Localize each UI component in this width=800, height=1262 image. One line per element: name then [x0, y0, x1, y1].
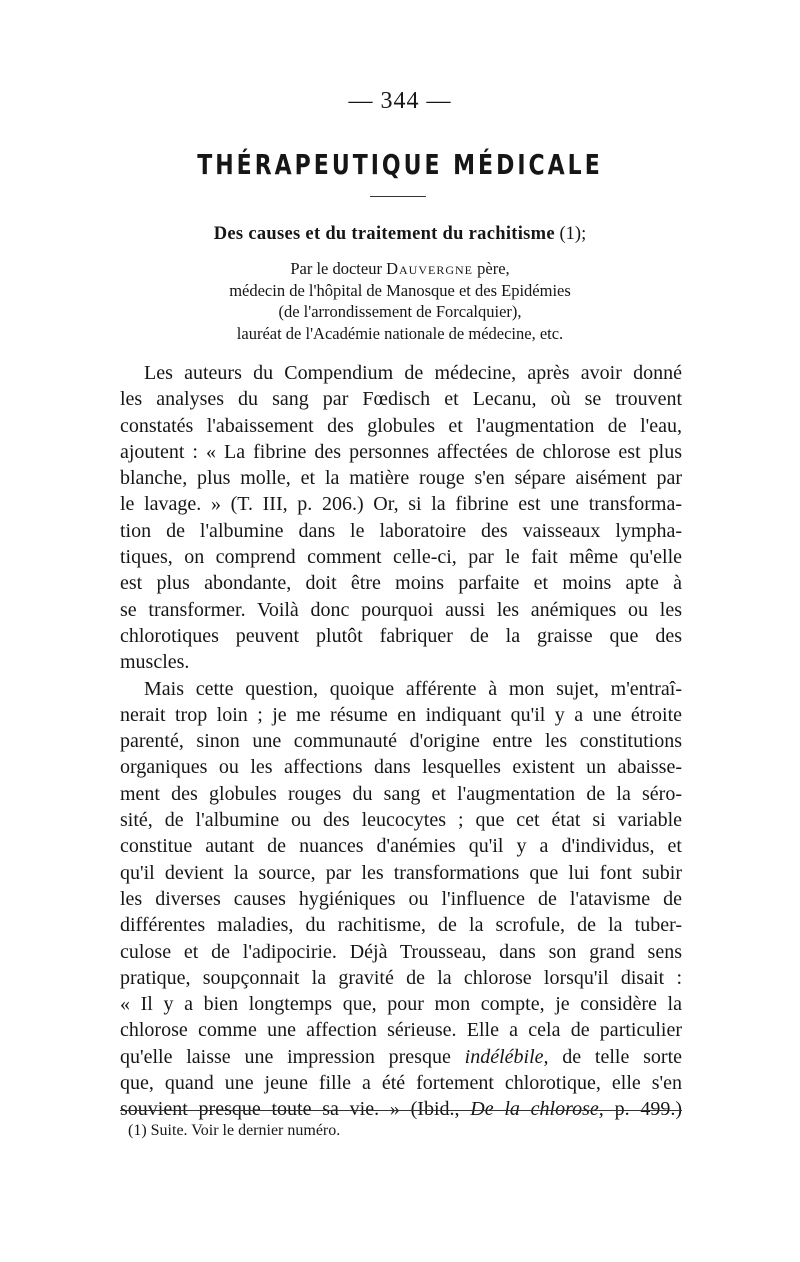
body-line: les diverses causes hygiéniques ou l'influence de l'atavisme de	[120, 887, 682, 910]
body-line: constitue autant de nuances d'anémies qu'il y a d'individus, et	[120, 835, 682, 858]
byline-line-2: médecin de l'hôpital de Manosque et des Epidémies	[229, 280, 571, 300]
body-line-text: souvient presque toute sa vie. » (Ibid.,	[120, 1098, 460, 1121]
body-line: ajoutent : « La fibrine des personnes affectées de chlorose est plus	[120, 440, 682, 463]
body-line: sité, de l'albumine ou des leucocytes ; que cet état si variable	[120, 809, 682, 832]
footnote: (1) Suite. Voir le dernier numéro.	[128, 1122, 341, 1139]
body-line: blanche, plus molle, et la matière rouge s'en sépare aisément par	[120, 467, 682, 490]
body-line: le lavage. » (T. III, p. 206.) Or, si la fibrine est une transforma-	[120, 493, 682, 516]
body-line: Les auteurs du Compendium de médecine, après avoir donné	[144, 362, 682, 384]
byline-line-1	[0, 258, 800, 280]
body-line: Mais cette question, quoique afférente à mon sujet, m'entraî-	[144, 677, 682, 700]
article-body	[120, 360, 682, 1123]
byline-suffix: père,	[477, 259, 510, 278]
body-line: ment des globules rouges du sang et l'augmentation de la séro-	[120, 782, 682, 805]
body-line-text: de telle sorte	[562, 1045, 683, 1068]
body-line: qu'il devient la source, par les transformations que lui font subir	[120, 861, 682, 884]
body-line: différentes maladies, du rachitisme, de la scrofule, de la tuber-	[120, 914, 682, 937]
footnote-rule	[120, 1110, 682, 1111]
italic-word: indélébile,	[464, 1045, 549, 1068]
body-line	[120, 1044, 682, 1070]
byline-line-4: lauréat de l'Académie nationale de médecine, etc.	[236, 323, 564, 343]
body-line: chlorotiques peuvent plutôt fabriquer de la graisse que des	[120, 624, 682, 647]
author-byline	[0, 258, 800, 344]
article-title	[0, 224, 800, 245]
body-line: chlorose comme une affection sérieuse. Elle a cela de particulier	[120, 1019, 682, 1042]
body-line: nerait trop loin ; je me résume en indiquant qu'il y a une étroite	[120, 703, 682, 726]
page-number: — 344 —	[348, 88, 452, 114]
body-line: est plus abondante, doit être moins parfaite et moins apte à	[120, 572, 682, 595]
byline-prefix: Par le docteur	[290, 259, 382, 278]
body-line: constatés l'abaissement des globules et l'augmentation de l'eau,	[120, 414, 682, 437]
cited-work-title: De la chlorose,	[470, 1098, 604, 1121]
body-line: que, quand une jeune fille a été fortement chlorotique, elle s'en	[120, 1072, 682, 1095]
article-title-text: Des causes et du traitement du rachitisme	[213, 224, 555, 244]
body-line: muscles.	[120, 651, 190, 674]
body-line: les analyses du sang par Fœdisch et Lecanu, où se trouvent	[120, 388, 682, 411]
body-line-text: qu'elle laisse une impression presque	[120, 1045, 451, 1068]
section-title: THÉRAPEUTIQUE MÉDICALE	[197, 150, 603, 182]
footnote-reference: (1);	[559, 224, 587, 244]
author-name: Dauvergne	[386, 259, 474, 278]
body-line: pratique, soupçonnait la gravité de la chlorose lorsqu'il disait :	[120, 966, 682, 989]
body-line: parenté, sinon une communauté d'origine entre les constitutions	[120, 730, 682, 753]
page-reference: p. 499.)	[614, 1098, 682, 1121]
body-line: culose et de l'adipocirie. Déjà Trousseau, dans son grand sens	[120, 940, 682, 963]
title-divider	[370, 196, 426, 197]
byline-line-3: (de l'arrondissement de Forcalquier),	[278, 302, 522, 321]
body-line: tion de l'albumine dans le laboratoire des vaisseaux lympha-	[120, 519, 682, 542]
body-line: tiques, on comprend comment celle-ci, par le fait même qu'elle	[120, 546, 682, 569]
body-line: organiques ou les affections dans lesquelles existent un abaisse-	[120, 756, 682, 779]
body-line: « Il y a bien longtemps que, pour mon compte, je considère la	[120, 993, 682, 1016]
body-line: se transformer. Voilà donc pourquoi aussi les anémiques ou les	[120, 598, 682, 621]
